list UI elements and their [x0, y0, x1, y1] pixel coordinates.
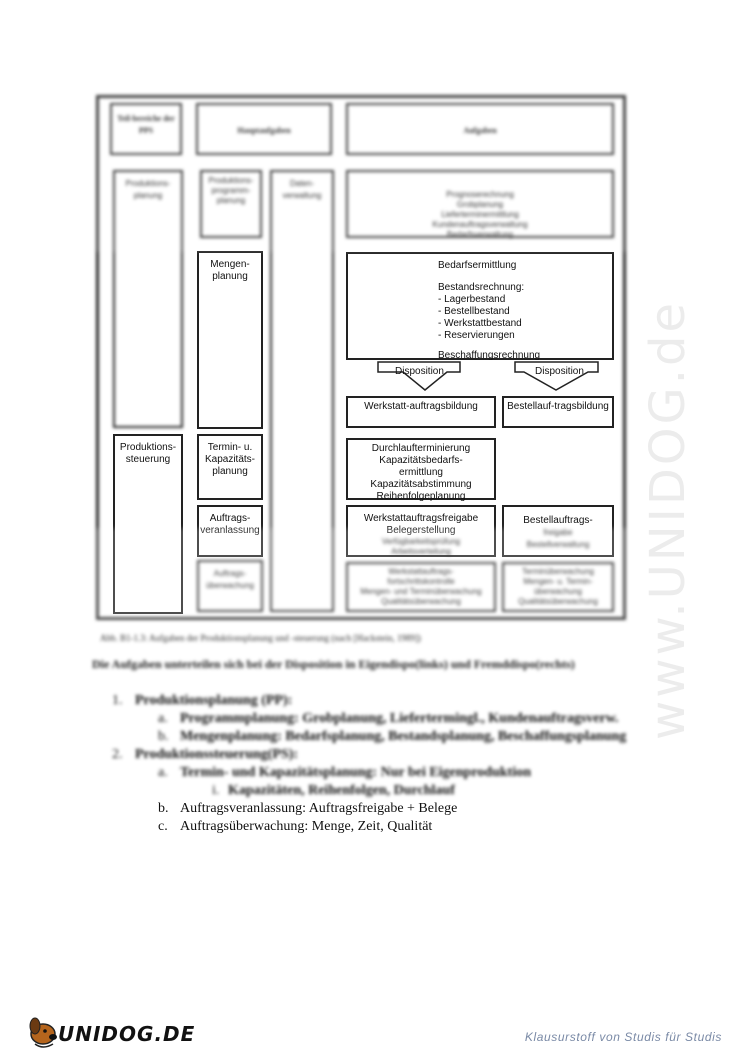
kap-line: Reihenfolgeplanung: [376, 491, 466, 502]
bestellfreigabe-line: freigabe: [543, 528, 573, 537]
list-marker: b.: [158, 801, 169, 816]
ps-label: Produktions-steuerung: [119, 442, 177, 465]
figure-caption: Abb. B1-1.3: Aufgaben der Produktionsplanung und -steuerung (nach [Hackstein, 1989]): [100, 633, 421, 643]
bestellfreigabe-line: Bestellauftrags-: [523, 515, 593, 526]
bestellfreigabe-line: Bestellverwaltung: [526, 540, 590, 549]
blur-band-top: [92, 92, 632, 252]
kap-line: Kapazitätsbedarfs-: [379, 455, 463, 466]
werkstatt-box: [346, 396, 496, 428]
list-item-kapazitaeten: Kapazitäten, Reihenfolgen, Durchlauf: [228, 783, 455, 798]
kap-line: Durchlaufterminierung: [371, 443, 471, 454]
list-item-mengen: Mengenplanung: Bedarfsplanung, Bestandsplanung, Beschaffungsplanung: [180, 729, 627, 744]
header-left-label: Teil-bereiche der PPS: [117, 114, 175, 135]
header-right-label: Aufgaben: [463, 126, 497, 135]
list-marker: i.: [212, 783, 220, 798]
bestand-item: - Werkstattbestand: [438, 318, 522, 329]
footer-text: Klausurstoff von Studis für Studis: [524, 1030, 722, 1044]
kap-line: ermittlung: [399, 467, 443, 478]
beschaffung-text: Beschaffungsrechnung: [438, 350, 541, 361]
termin-box: [197, 434, 263, 500]
bestell-box: [502, 396, 614, 428]
list-item-auftragsueberwachung: Auftragsüberwachung: Menge, Zeit, Qualität: [180, 819, 433, 834]
ueberw-right-line: Terminüberwachung: [521, 567, 595, 576]
list-item-auftragsveranlassung: Auftragsveranlassung: Auftragsfreigabe + Belege: [180, 801, 458, 816]
blur-band-bottom: [92, 528, 632, 628]
auftrag-label: Auftrags-veranlassung: [200, 513, 260, 536]
kap-line: Kapazitätsabstimmung: [370, 479, 472, 490]
prog-tasks-text: Prognoserechnung Grobplanung Lieferterminermittlung Kundenauftragsverwaltung Bedarfsverwaltung: [432, 190, 528, 239]
intro-text: Die Aufgaben unterteilen sich bei der Disposition in Eigendispo(links) und Fremddispo(rechts): [92, 657, 575, 671]
bedarf-title: Bedarfsermittlung: [438, 260, 517, 271]
list-marker: a.: [158, 711, 168, 726]
list-marker: c.: [158, 819, 168, 834]
logo-text: UNIDOG.DE: [58, 1022, 196, 1046]
ueberw-left-line: Mengen- und Terminüberwachung: [360, 587, 482, 596]
pp-label: Produktions-planung: [125, 179, 171, 200]
bestand-title: Bestandsrechnung:: [438, 282, 525, 293]
ueberw-left-line: Werkstattauftrags-: [388, 567, 454, 576]
ueberw-right-line: Mengen- u. Termin-: [523, 577, 593, 586]
list-item-ps: Produktionssteuerung(PS):: [135, 747, 299, 762]
header-mid-label: Hauptaufgaben: [237, 126, 291, 135]
werkstatt-label: Werkstatt-auftragsbildung: [364, 401, 478, 412]
kap-box: [346, 438, 496, 500]
ueberw-left-line: fortschrittskontrolle: [387, 577, 455, 586]
dispo-right-label: Disposition: [535, 366, 584, 377]
list-marker: a.: [158, 765, 168, 780]
bestand-item: - Reservierungen: [438, 330, 515, 341]
ueberw-label: Auftrags-überwachung: [205, 569, 255, 590]
bestand-item: - Bestellbestand: [438, 306, 510, 317]
freigabe-line: Arbeitsverteilung: [391, 547, 451, 556]
ueberw-left-line: Qualitätsüberwachung: [381, 597, 461, 606]
ueberw-right-line: überwachung: [533, 587, 583, 596]
freigabe-line: Verfügbarkeitsprüfung: [381, 537, 461, 546]
termin-label: Termin- u. Kapazitäts-planung: [204, 442, 256, 477]
ueberw-right-line: Qualitätsüberwachung: [518, 597, 598, 606]
bedarf-box: [346, 252, 614, 360]
list-item-termin: Termin- und Kapazitätsplanung: Nur bei Eigenproduktion: [180, 765, 532, 780]
list-marker: 1.: [112, 693, 123, 708]
menge-label: Mengen-planung: [210, 259, 250, 282]
freigabe-line: Werkstattauftragsfreigabe: [363, 513, 479, 524]
list-item-pp: Produktionsplanung (PP):: [135, 693, 293, 708]
bestand-item: - Lagerbestand: [438, 294, 506, 305]
prog-label: Produktions-programm-planung: [208, 176, 254, 205]
watermark-text: www.UNIDOG.de: [640, 299, 696, 740]
dispo-left-label: Disposition: [395, 366, 444, 377]
freigabe-line: Belegerstellung: [386, 525, 456, 536]
list-item-programm: Programmplanung: Grobplanung, Liefertermingl., Kundenauftragsverw.: [180, 711, 619, 726]
list-marker: 2.: [112, 747, 123, 762]
daten-label: Daten-verwaltung: [282, 179, 322, 200]
list-marker: b.: [158, 729, 169, 744]
bestell-label: Bestellauf-tragsbildung: [507, 401, 609, 412]
